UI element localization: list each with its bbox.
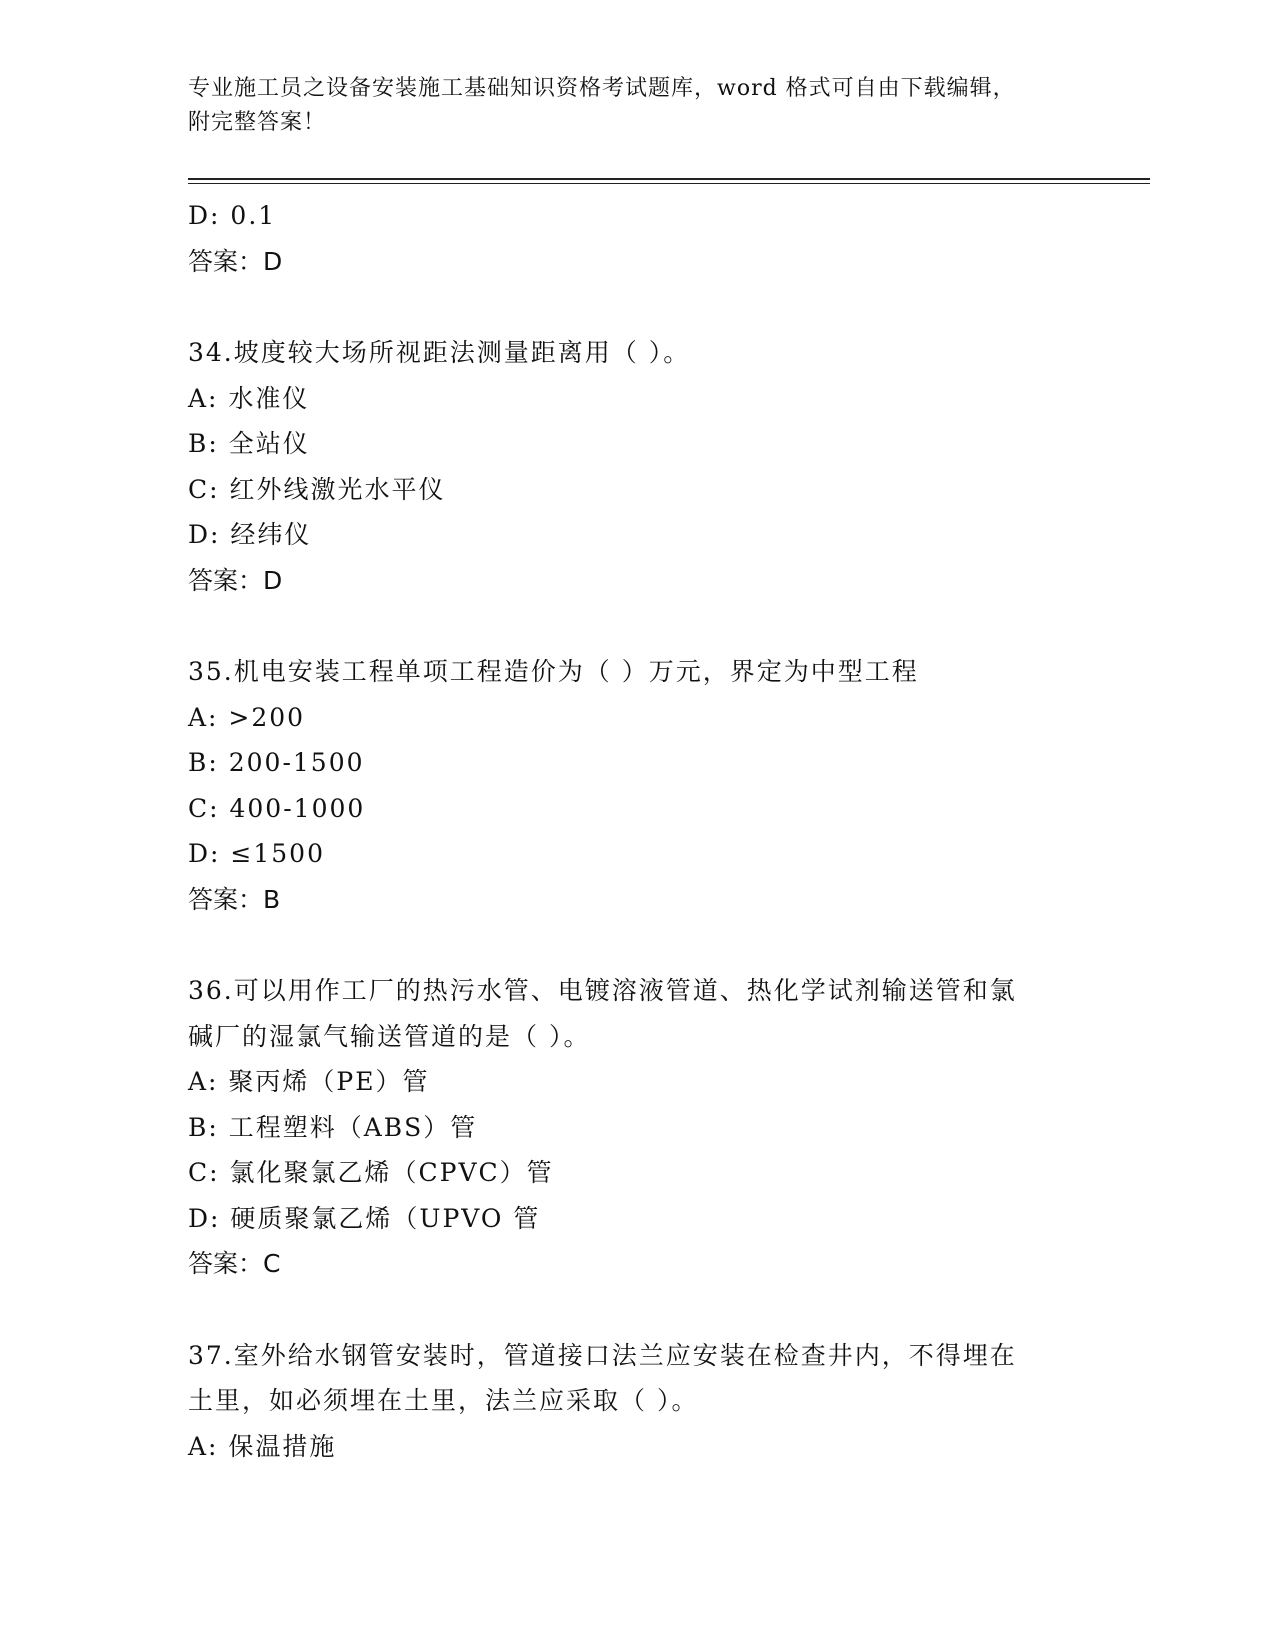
header-divider (188, 178, 1150, 180)
answer-line: 答案：D (188, 565, 283, 595)
header-line-1: 专业施工员之设备安装施工基础知识资格考试题库，word 格式可自由下载编辑， (188, 76, 1016, 101)
option-d: D: 经纬仪 (188, 520, 312, 549)
header-divider-thin (188, 183, 1150, 184)
option-a: A: 聚丙烯（PE）管 (188, 1067, 430, 1096)
answer-line: 答案：C (188, 1249, 281, 1278)
option-a: A: 保温措施 (188, 1431, 337, 1461)
question-list (188, 193, 1088, 1469)
question-stem-line-2: 土里，如必须埋在土里，法兰应采取（ ）。 (188, 1386, 699, 1415)
question-stem-line-2: 碱厂的湿氯气输送管道的是（ ）。 (188, 1021, 591, 1051)
question-stem: 34.坡度较大场所视距法测量距离用（ ）。 (188, 338, 691, 367)
option-b: B: 200-1500 (188, 748, 365, 777)
question-stem-line-1: 36.可以用作工厂的热污水管、电镀溶液管道、热化学试剂输送管和氯 (188, 976, 1017, 1005)
question-34 (188, 330, 1088, 603)
option-c: C: 氯化聚氯乙烯（CPVC）管 (188, 1158, 554, 1187)
option-a: A: 水准仪 (188, 383, 310, 413)
question-37 (188, 1333, 1088, 1470)
answer-line: 答案：D (188, 246, 283, 276)
option-b: B: 全站仪 (188, 429, 310, 458)
question-35 (188, 649, 1088, 922)
option-c: C: 红外线激光水平仪 (188, 474, 446, 504)
option-d: D: ≤1500 (188, 839, 325, 868)
question-stem-line-1: 37.室外给水钢管安装时，管道接口法兰应安装在检查井内，不得埋在 (188, 1340, 1017, 1370)
question-stem: 35.机电安装工程单项工程造价为（ ）万元，界定为中型工程 (188, 657, 919, 686)
header-line-2: 附完整答案！ (188, 110, 327, 135)
answer-line: 答案：B (188, 884, 281, 914)
option-d: D: 0.1 (188, 201, 277, 230)
option-d: D: 硬质聚氯乙烯（UPVO 管 (188, 1203, 541, 1233)
option-a: A: >200 (188, 702, 306, 732)
option-c: C: 400-1000 (188, 793, 366, 823)
document-header (188, 72, 1068, 140)
question-36 (188, 968, 1088, 1287)
option-b: B: 工程塑料（ABS）管 (188, 1112, 478, 1142)
